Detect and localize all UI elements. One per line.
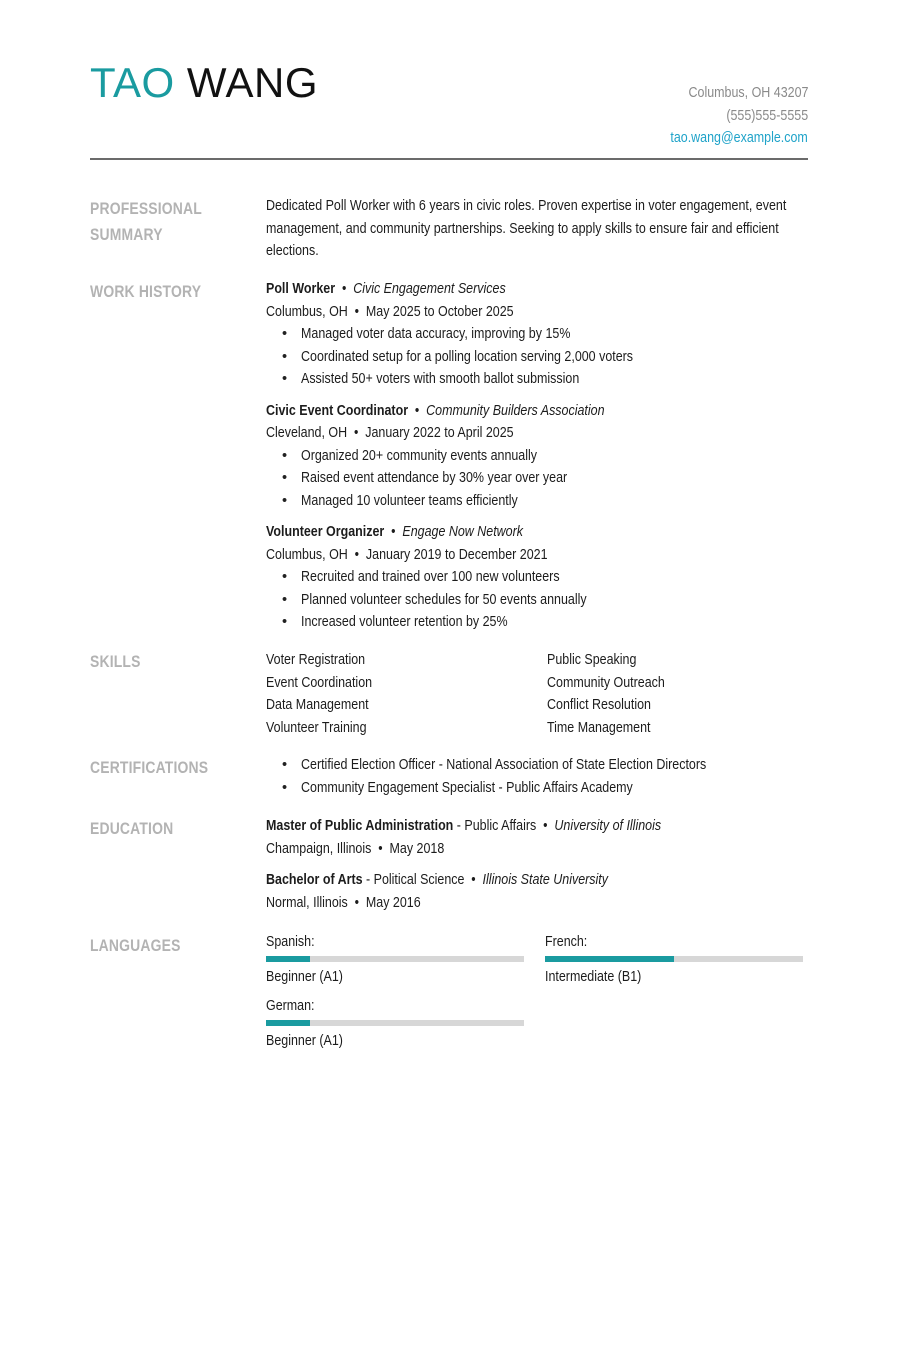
- job-location: Columbus, OH: [266, 546, 348, 563]
- education-meta: [266, 838, 811, 861]
- job-bullet-text: Increased volunteer retention by 25%: [301, 614, 508, 630]
- job-header-line: [266, 278, 506, 301]
- language-level: [545, 966, 805, 989]
- section-title-work-history: WORK HISTORY: [90, 282, 202, 301]
- job-location: Columbus, OH: [266, 303, 348, 320]
- separator-dot: •: [471, 872, 476, 888]
- degree-name: Master of Public Administration: [266, 818, 454, 834]
- job-title: Poll Worker: [266, 281, 336, 297]
- education-entry: [266, 815, 811, 860]
- job-bullet: [266, 323, 811, 346]
- education-meta-line: [266, 838, 444, 861]
- job-dates: May 2025 to October 2025: [365, 303, 514, 320]
- job-bullet: [266, 445, 811, 468]
- work-history: [266, 278, 811, 643]
- section-title-education: EDUCATION: [90, 819, 174, 838]
- skill-text: Time Management: [547, 719, 651, 736]
- summary-line: elections.: [266, 243, 319, 259]
- job-organization: Engage Now Network: [402, 524, 524, 540]
- job-bullet-text: Managed 10 volunteer teams efficiently: [301, 492, 518, 509]
- location-text: Columbus, OH 43207: [688, 85, 808, 101]
- job-header: [266, 400, 811, 423]
- degree-field: - Public Affairs: [453, 818, 537, 834]
- separator-dot: •: [414, 402, 420, 419]
- skill-text: Event Coordination: [266, 674, 373, 691]
- job-bullet: [266, 566, 811, 589]
- job-bullet: [266, 368, 811, 391]
- job-header-line: [266, 521, 523, 544]
- skill-text: Conflict Resolution: [547, 697, 651, 713]
- section-title-languages: LANGUAGES: [90, 936, 181, 955]
- school-location: Champaign, Illinois: [266, 840, 372, 857]
- contact-block: [648, 82, 808, 150]
- language-proficiency-bar: [545, 956, 803, 962]
- separator-dot: •: [378, 840, 383, 857]
- job-organization: Community Builders Association: [426, 402, 605, 419]
- skill-item: [547, 694, 807, 717]
- education-header-line: [266, 869, 608, 892]
- language-item: [266, 995, 545, 1053]
- skill-item: [547, 717, 807, 740]
- job-entry: [266, 278, 811, 391]
- job-bullet: [266, 611, 811, 634]
- skill-item: [266, 717, 547, 740]
- job-bullet-text: Planned volunteer schedules for 50 events annually: [301, 591, 587, 608]
- language-name-text: French:: [545, 934, 588, 950]
- job-bullet: [266, 589, 811, 612]
- job-location: Cleveland, OH: [266, 425, 348, 441]
- certifications-list: [266, 754, 811, 799]
- skill-item: [266, 694, 547, 717]
- separator-dot: •: [353, 425, 359, 441]
- job-organization: Civic Engagement Services: [353, 281, 506, 297]
- job-header: [266, 521, 811, 544]
- language-name: [266, 931, 545, 953]
- certification-text: Community Engagement Specialist - Public Affairs Academy: [301, 779, 633, 796]
- skill-text: Community Outreach: [547, 674, 665, 691]
- education-meta: [266, 892, 811, 915]
- separator-dot: •: [341, 281, 347, 297]
- language-name-text: Spanish:: [266, 934, 315, 950]
- language-proficiency-fill: [545, 956, 674, 962]
- graduation-date: May 2016: [365, 894, 421, 911]
- school-location: Normal, Illinois: [266, 894, 348, 911]
- school-name: University of Illinois: [554, 818, 662, 834]
- skill-text: Public Speaking: [547, 652, 637, 668]
- education-meta-line: [266, 892, 421, 915]
- job-header: [266, 278, 811, 301]
- language-level: [266, 1030, 545, 1053]
- phone-text: (555)555-5555: [726, 107, 808, 124]
- language-level-text: Beginner (A1): [266, 969, 343, 985]
- job-bullet-text: Organized 20+ community events annually: [301, 447, 538, 464]
- separator-dot: •: [354, 303, 360, 320]
- language-item: [266, 931, 545, 989]
- job-bullets: [266, 445, 811, 513]
- language-item: [545, 931, 805, 989]
- language-level-text: Beginner (A1): [266, 1032, 343, 1049]
- section-title-summary: PROFESSIONAL SUMMARY: [90, 199, 202, 244]
- first-name: TAO: [90, 59, 175, 106]
- job-bullet: [266, 346, 811, 369]
- graduation-date: May 2018: [389, 840, 445, 857]
- separator-dot: •: [391, 524, 396, 540]
- skill-text: Volunteer Training: [266, 719, 367, 736]
- education-entry: [266, 869, 811, 914]
- job-meta-line: [266, 301, 514, 324]
- language-level-text: Intermediate (B1): [545, 969, 642, 985]
- language-name-text: German:: [266, 997, 315, 1014]
- job-bullet-text: Raised event attendance by 30% year over year: [301, 470, 568, 486]
- skill-item: [547, 649, 807, 672]
- last-name: WANG: [186, 59, 319, 106]
- job-title: Volunteer Organizer: [266, 524, 385, 540]
- job-bullet-text: Managed voter data accuracy, improving by 15%: [301, 326, 571, 342]
- job-bullet: [266, 490, 811, 513]
- skill-item: [547, 672, 807, 695]
- job-bullet: [266, 467, 811, 490]
- job-meta-line: [266, 422, 514, 445]
- skill-text: Data Management: [266, 697, 369, 713]
- separator-dot: •: [354, 894, 360, 911]
- education-header: [266, 869, 811, 892]
- language-name: [266, 995, 545, 1017]
- language-proficiency-bar: [266, 956, 524, 962]
- language-proficiency-bar: [266, 1020, 524, 1026]
- email-link[interactable]: tao.wang@example.com: [670, 130, 808, 146]
- job-dates: January 2019 to December 2021: [365, 546, 548, 563]
- header-divider: [90, 158, 808, 160]
- skill-item: [266, 672, 547, 695]
- job-entry: [266, 400, 811, 513]
- job-meta: [266, 544, 811, 567]
- skills-list: [266, 649, 811, 739]
- job-meta: [266, 422, 811, 445]
- language-proficiency-fill: [266, 1020, 310, 1026]
- language-proficiency-fill: [266, 956, 310, 962]
- school-name: Illinois State University: [482, 872, 608, 888]
- language-name: [545, 931, 805, 953]
- certification-item: [266, 777, 811, 800]
- separator-dot: •: [543, 818, 548, 834]
- certification-text: Certified Election Officer - National Association of State Election Directors: [301, 757, 707, 773]
- education-header: [266, 815, 811, 838]
- job-title: Civic Event Coordinator: [266, 402, 409, 419]
- education-list: [266, 815, 811, 923]
- job-entry: [266, 521, 811, 634]
- section-title-skills: SKILLS: [90, 652, 141, 671]
- degree-name: Bachelor of Arts: [266, 872, 363, 888]
- summary-text: [266, 195, 811, 263]
- job-bullet-text: Recruited and trained over 100 new volunteers: [301, 569, 560, 585]
- degree-field: - Political Science: [362, 872, 465, 888]
- certification-item: [266, 754, 811, 777]
- job-meta-line: [266, 544, 548, 567]
- job-bullets: [266, 323, 811, 391]
- job-header-line: [266, 400, 605, 423]
- skill-item: [266, 649, 547, 672]
- separator-dot: •: [354, 546, 360, 563]
- language-level: [266, 966, 545, 989]
- job-bullet-text: Assisted 50+ voters with smooth ballot submission: [301, 371, 580, 387]
- skill-text: Voter Registration: [266, 652, 366, 668]
- languages-list: [266, 931, 811, 1052]
- job-meta: [266, 301, 811, 324]
- job-dates: January 2022 to April 2025: [365, 425, 514, 441]
- section-title-certifications: CERTIFICATIONS: [90, 758, 209, 777]
- summary-line: management, and community partnerships. Seeking to apply skills to ensure fair and efficient: [266, 220, 779, 237]
- candidate-name: [90, 59, 319, 106]
- job-bullet-text: Coordinated setup for a polling location serving 2,000 voters: [301, 348, 634, 365]
- education-header-line: [266, 815, 661, 838]
- summary-line: Dedicated Poll Worker with 6 years in civic roles. Proven expertise in voter engagement, event: [266, 198, 787, 214]
- job-bullets: [266, 566, 811, 634]
